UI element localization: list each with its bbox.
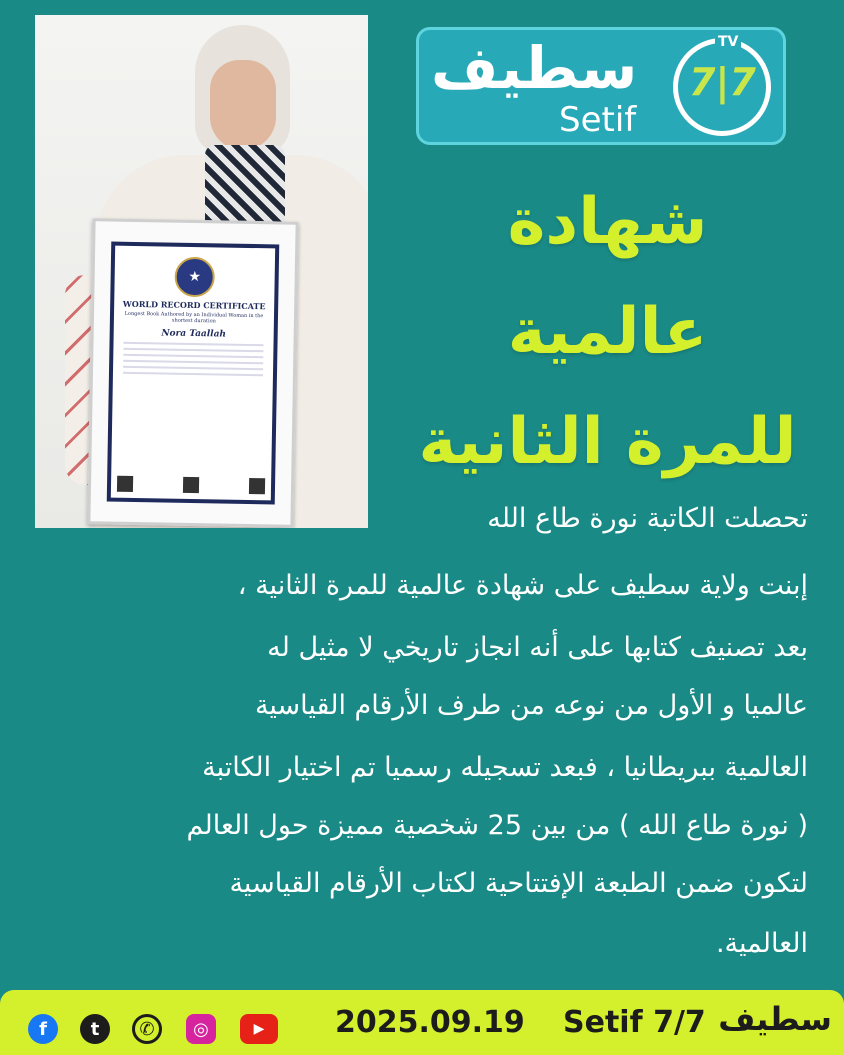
footer-bar <box>0 990 844 1055</box>
body-line: عالميا و الأول من نوعه من طرف الأرقام القياسية <box>254 690 808 721</box>
photo-woman-with-certificate <box>35 15 368 528</box>
certificate-footer <box>117 476 265 495</box>
footer-arabic: سطيف <box>718 1000 832 1038</box>
certificate-text-line <box>123 342 263 346</box>
footer-date: 2025.09.19 <box>335 1005 525 1040</box>
certificate-text-line <box>123 366 263 370</box>
headline-line-2: عالمية <box>507 295 708 369</box>
body-line: بعد تصنيف كتابها على أنه انجاز تاريخي لا مثيل له <box>267 632 808 663</box>
body-line: العالمية. <box>715 928 808 959</box>
certificate-frame <box>87 218 298 528</box>
certificate-title: WORLD RECORD CERTIFICATE <box>122 298 266 312</box>
body-line: لتكون ضمن الطبعة الإفتتاحية لكتاب الأرقام القياسية <box>229 868 808 899</box>
logo-number: 7|7 <box>689 60 756 104</box>
certificate-name: Nora Taallah <box>161 328 227 340</box>
whatsapp-icon[interactable]: ✆ <box>132 1014 162 1044</box>
face <box>210 60 276 150</box>
certificate <box>107 242 280 505</box>
headline-line-1: شهادة <box>507 185 708 259</box>
logo-english: Setif <box>559 100 637 140</box>
certificate-subtitle: Longest Book Authored by an Individual Woman in the shortest duration <box>124 310 264 325</box>
youtube-icon[interactable]: ▶ <box>240 1014 278 1044</box>
logo-arabic: سطيف <box>431 34 638 102</box>
body-line: العالمية ببريطانيا ، فبعد تسجيله رسميا تم اختيار الكاتبة <box>202 752 808 783</box>
certificate-text-line <box>123 360 263 364</box>
body-line: تحصلت الكاتبة نورة طاع الله <box>487 503 808 534</box>
certificate-seal-icon: ★ <box>174 257 215 298</box>
facebook-icon[interactable]: f <box>28 1014 58 1044</box>
certificate-text-line <box>123 354 263 358</box>
body-line: ( نورة طاع الله ) من بين 25 شخصية مميزة حول العالم <box>186 810 808 841</box>
setif-77-logo <box>416 27 786 145</box>
qr-code-icon <box>249 478 265 494</box>
certificate-text-line <box>123 348 263 352</box>
instagram-icon[interactable]: ◎ <box>186 1014 216 1044</box>
body-line: إبنت ولاية سطيف على شهادة عالمية للمرة الثانية ، <box>237 570 808 601</box>
footer-english: Setif 7/7 <box>563 1005 706 1040</box>
certificate-text-line <box>123 372 263 376</box>
flag-icon <box>117 476 133 492</box>
logo-tv: TV <box>715 34 741 50</box>
headline-line-3: للمرة الثانية <box>418 405 797 479</box>
qr-code-icon <box>183 477 199 493</box>
tumblr-icon[interactable]: t <box>80 1014 110 1044</box>
